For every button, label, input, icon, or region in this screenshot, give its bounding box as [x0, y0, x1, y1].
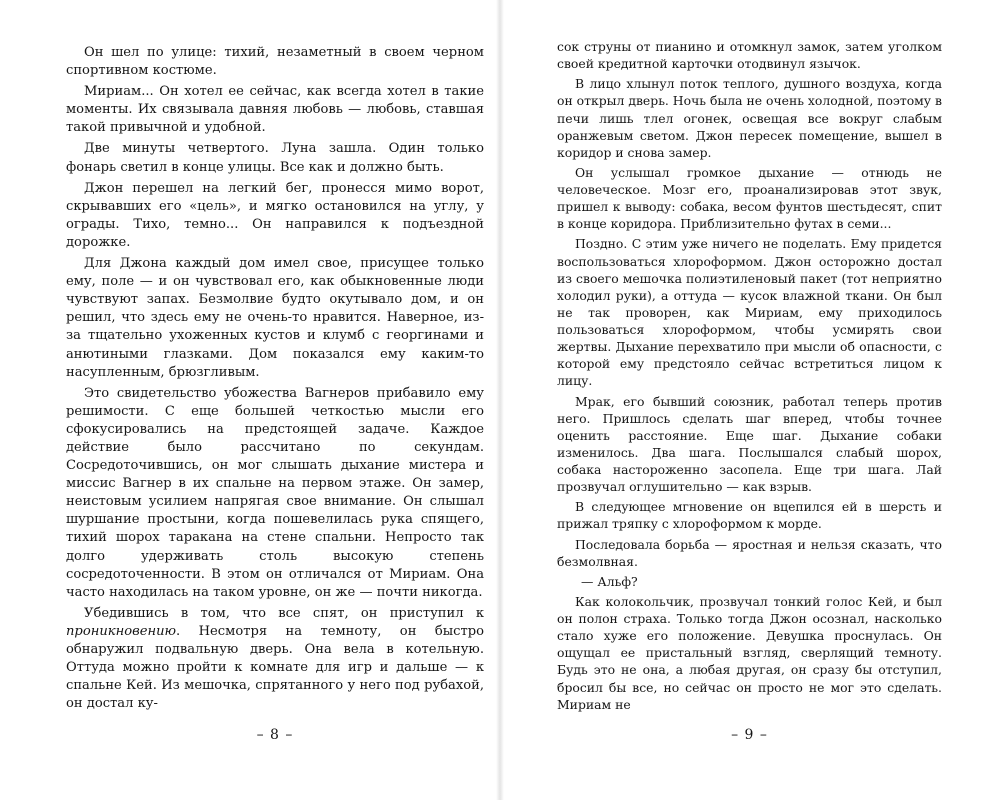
paragraph-run: Убедившись в том, что все спят, он приступил к: [84, 605, 484, 621]
paragraph: Мириам... Он хотел ее сейчас, как всегда хотел в такие моменты. Их связывала давняя любовь — любовь, ставшая такой привычной и удобной.: [66, 84, 484, 136]
paragraph: В следующее мгновение он вцепился ей в шерсть и прижал тряпку с хлороформом к морде.: [557, 499, 942, 532]
left-page: [66, 0, 484, 800]
paragraph: Поздно. С этим уже ничего не поделать. Ему придется воспользоваться хлороформом. Джон осторожно достал из своего мешочка полиэтиленовый пакет (тот неприятно холодил руки), а оттуда — кусок влажной ткани. Он был не так проворен, как Мириам, ему приходилось пользоваться хлороформом, чтобы усмирять свои жертвы. Дыхание перехватило при мысли об опасности, с которой ему предстояло сейчас встретиться лицом к лицу.: [557, 236, 942, 389]
right-page-text: [557, 38, 942, 716]
paragraph: Две минуты четвертого. Луна зашла. Один только фонарь светил в конце улицы. Все как и должно быть.: [66, 141, 484, 175]
paragraph: Он шел по улице: тихий, незаметный в своем черном спортивном костюме.: [66, 45, 484, 79]
book-gutter: [496, 0, 504, 800]
paragraph: Это свидетельство убожества Вагнеров прибавило ему решимости. С еще большей четкостью мысли его сфокусировались на предстоящей задаче. Каждое действие было рассчитано по секундам. Сосредоточившись, он мог слышать дыхание мистера и миссис Вагнер в их спальне на первом этаже. Он замер, неистовым усилием напрягая свое внимание. Он слышал шуршание простыни, когда пошевелилась рука спящего, тихий шорох таракана на стене спальни. Непросто так долго удерживать столь высокую степень сосредоточенности. В этом он отличался от Мириам. Она часто находилась на таком уровне, он же — почти никогда.: [66, 385, 484, 600]
paragraph: Джон перешел на легкий бег, пронесся мимо ворот, скрывавших его «цель», и мягко остановился на углу, у ограды. Тихо, темно... Он направился к подъездной дорожке.: [66, 180, 484, 250]
right-page: [557, 0, 942, 800]
paragraph: сок струны от пианино и отомкнул замок, затем уголком своей кредитной карточки отодвинул язычок.: [557, 39, 942, 72]
dialogue-line: — Альф?: [581, 573, 638, 589]
paragraph: В лицо хлынул поток теплого, душного воздуха, когда он открыл дверь. Ночь была не очень холодной, поэтому в печи лишь тлел огонек, освещая все вокруг слабым оранжевым светом. Джон пересек помещение, вышел в коридор и снова замер.: [557, 76, 943, 160]
paragraph: Как колокольчик, прозвучал тонкий голос Кей, и был он полон страха. Только тогда Джон осознал, насколько стало хуже его положение. Девушка проснулась. Он ощущал ее пристальный взгляд, сверлящий темноту. Будь это не она, а любая другая, он сразу бы отступил, бросил бы все, но сейчас он просто не мог это сделать. Мириам не: [557, 593, 942, 712]
paragraph: Он услышал громкое дыхание — отнюдь не человеческое. Мозг его, проанализировав этот звук, пришел к выводу: собака, весом фунтов шестьдесят, спит в конце коридора. Приблизительно футах в семи...: [557, 164, 942, 232]
paragraph: Мрак, его бывший союзник, работал теперь против него. Пришлось сделать шаг вперед, чтобы точнее оценить расстояние. Еще шаг. Дыхание собаки изменилось. Два шага. Послышался слабый шорох, собака настороженно засопела. Еще три шага. Лай прозвучал оглушительно — как взрыв.: [557, 393, 942, 495]
left-page-text: [66, 44, 484, 716]
paragraph: Для Джона каждый дом имел свое, присущее только ему, поле — и он чувствовал его, как обыкновенные люди чувствуют запах. Безмолвие будто окутывало дом, и он решил, что здесь ему не очень-то нравится. Наверное, из-за тщательно ухоженных кустов и клумб с георгинами и анютиными глазками. Дом показался ему каким-то насупленным, брюзгливым.: [66, 256, 484, 380]
page-number: – 8 –: [256, 727, 294, 743]
italic-word: проникновению: [66, 623, 177, 639]
paragraph: Последовала борьба — яростная и нельзя сказать, что безмолвная.: [557, 536, 942, 569]
page-number: – 9 –: [731, 727, 768, 743]
paragraph-run: . Несмотря на темноту, он быстро обнаружил подвальную дверь. Она вела в котельную. Оттуда можно пройти к комнате для игр и дальше — к спальне Кей. Из мешочка, спрятанного у него под рубахой, он достал ку-: [66, 623, 484, 712]
paragraph: [66, 605, 484, 714]
